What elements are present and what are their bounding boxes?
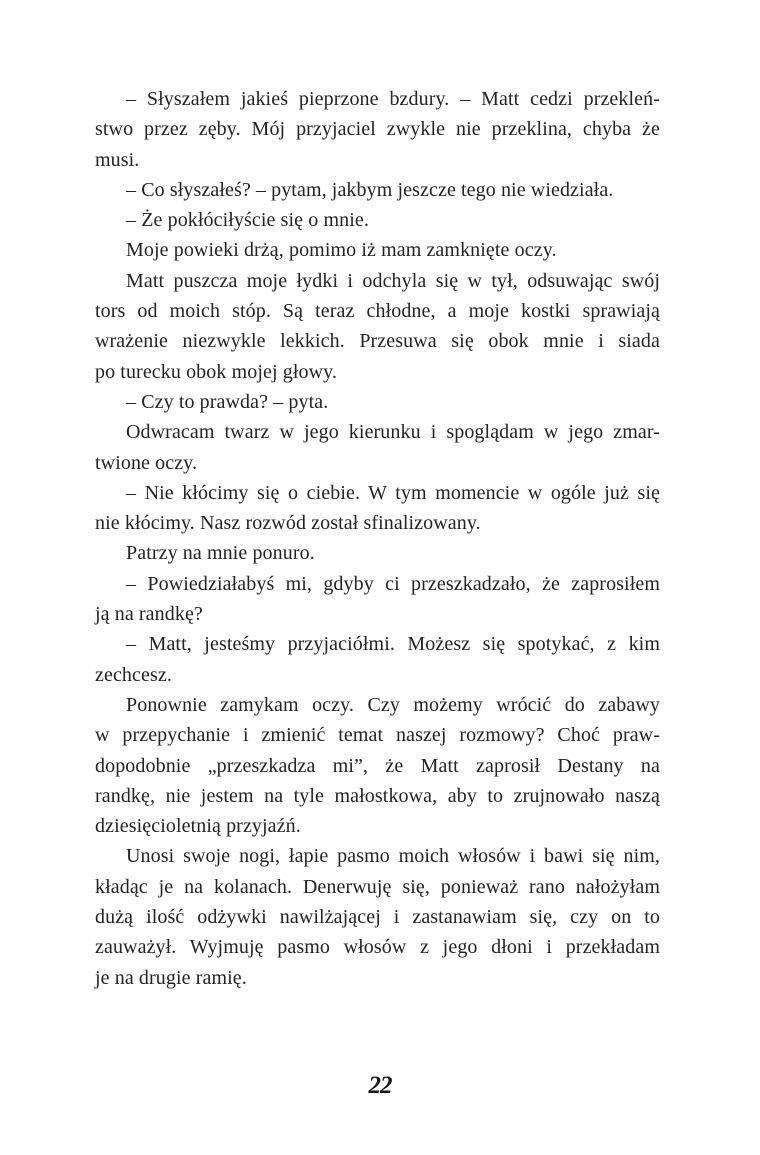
text-line: Odwracam twarz w jego kierunku i spoglądam w jego zmar- [126, 421, 660, 444]
text-line: nie kłócimy. Nasz rozwód został sfinalizowany. [95, 512, 481, 535]
text-line: twione oczy. [95, 451, 198, 474]
text-line: – Że pokłóciłyście się o mnie. [126, 209, 369, 232]
text-line: Moje powieki drżą, pomimo iż mam zamknięte oczy. [126, 239, 557, 262]
text-line: – Czy to prawda? – pyta. [126, 390, 329, 413]
text-line: w przepychanie i zmienić temat naszej rozmowy? Choć praw- [95, 724, 660, 747]
body-text [95, 84, 660, 993]
text-line: zauważył. Wyjmuję pasmo włosów z jego dłoni i przekładam [95, 936, 660, 959]
text-line: – Powiedziałabyś mi, gdyby ci przeszkadzało, że zaprosiłem [126, 572, 660, 595]
text-line: – Słyszałem jakieś pieprzone bzdury. – Matt cedzi przekleń- [126, 88, 660, 110]
text-line: musi. [95, 148, 140, 171]
text-line: kładąc je na kolanach. Denerwuję się, ponieważ rano nałożyłam [95, 875, 660, 898]
text-line: Ponownie zamykam oczy. Czy możemy wrócić do zabawy [126, 693, 660, 716]
text-line: je na drugie ramię. [95, 966, 247, 989]
text-line: – Nie kłócimy się o ciebie. W tym momencie w ogóle już się [126, 481, 660, 504]
text-line: dopodobnie „przeszkadza mi”, że Matt zaprosił Destany na [95, 754, 660, 777]
text-line: ją na randkę? [95, 603, 203, 626]
text-line: stwo przez zęby. Mój przyjaciel zwykle nie przeklina, chyba że [95, 118, 660, 141]
text-line: – Co słyszałeś? – pytam, jakbym jeszcze tego nie wiedziała. [126, 178, 614, 201]
text-line: dziesięcioletnią przyjaźń. [95, 815, 301, 838]
page-number: 22 [368, 1072, 392, 1099]
text-line: wrażenie niezwykle lekkich. Przesuwa się obok mnie i siada [95, 330, 660, 353]
text-line: Patrzy na mnie ponuro. [126, 542, 315, 565]
text-line: po turecku obok mojej głowy. [95, 360, 338, 383]
text-line: tors od moich stóp. Są teraz chłodne, a moje kostki sprawiają [95, 300, 660, 323]
text-line: dużą ilość odżywki nawilżającej i zastanawiam się, czy on to [95, 906, 660, 929]
text-line: randkę, nie jestem na tyle małostkowa, aby to zrujnowało naszą [95, 784, 660, 807]
text-line: zechcesz. [95, 663, 172, 686]
text-line: Unosi swoje nogi, łapie pasmo moich włosów i bawi się nim, [126, 845, 660, 868]
text-line: Matt puszcza moje łydki i odchyla się w tył, odsuwając swój [126, 269, 660, 292]
text-line: – Matt, jesteśmy przyjaciółmi. Możesz się spotykać, z kim [126, 633, 660, 656]
